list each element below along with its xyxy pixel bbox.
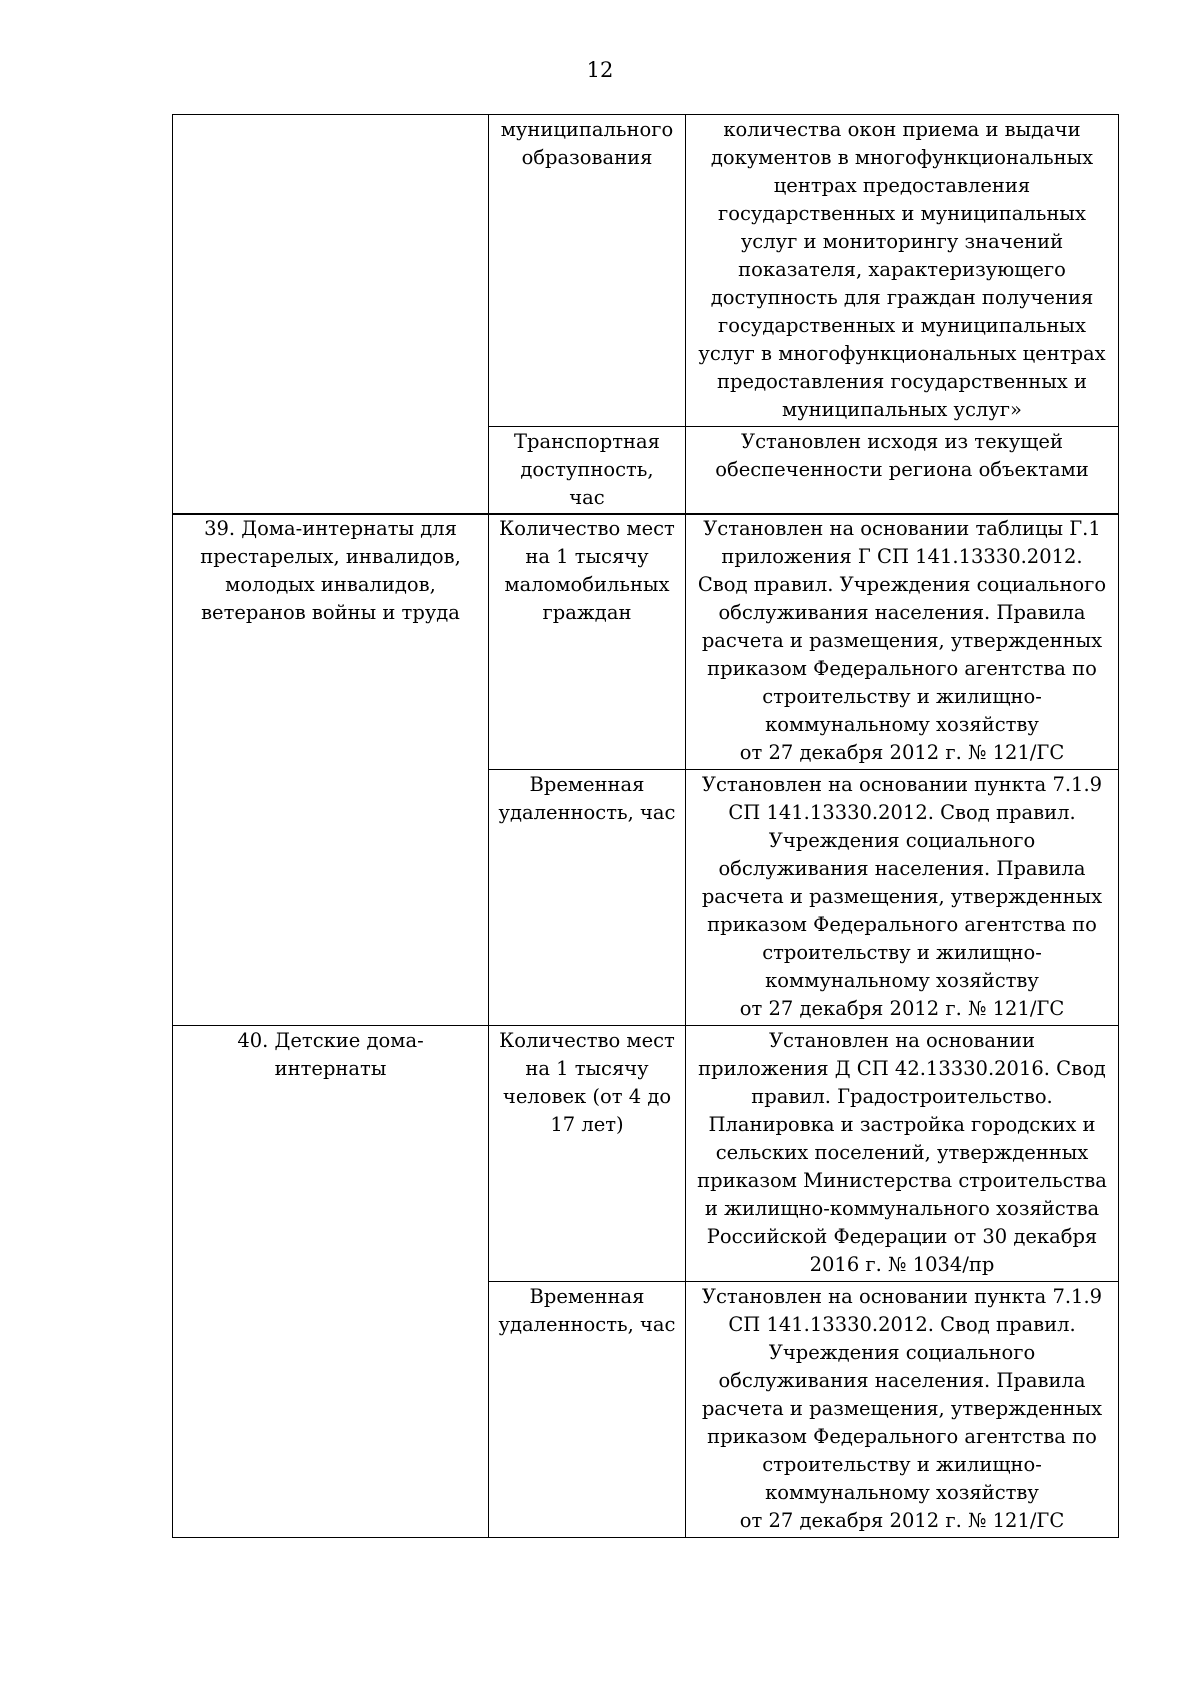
indicator-cell: Количество мест на 1 тысячу человек (от 4 до 17 лет)	[489, 1026, 686, 1282]
indicator-cell: Временная удаленность, час	[489, 770, 686, 1026]
continuation-table	[172, 114, 1119, 515]
facilities-table	[172, 513, 1119, 1538]
facility-name-cell: 40. Детские дома- интернаты	[173, 1026, 489, 1538]
table-row	[173, 115, 1119, 427]
page-number: 12	[586, 58, 614, 82]
basis-cell: Установлен на основании пункта 7.1.9 СП 141.13330.2012. Свод правил. Учреждения социального обслуживания населения. Правила расчета и размещения, утвержденных приказом Федерального агентства по строительству и жилищно- коммунальному хозяйству от 27 декабря 2012 г. № 121/ГС	[686, 1282, 1119, 1538]
facility-name-cell: 39. Дома-интернаты для престарелых, инвалидов, молодых инвалидов, ветеранов войны и труда	[173, 514, 489, 1026]
table-row	[173, 514, 1119, 770]
indicator-cell: Транспортная доступность, час	[489, 427, 686, 515]
indicator-cell: Количество мест на 1 тысячу маломобильных граждан	[489, 514, 686, 770]
basis-cell: Установлен на основании приложения Д СП 42.13330.2016. Свод правил. Градостроительство. Планировка и застройка городских и сельских поселений, утвержденных приказом Министерства строительства и жилищно-коммунального хозяйства Российской Федерации от 30 декабря 2016 г. № 1034/пр	[686, 1026, 1119, 1282]
table-row	[173, 1026, 1119, 1282]
indicator-cell: Временная удаленность, час	[489, 1282, 686, 1538]
basis-cell: количества окон приема и выдачи документов в многофункциональных центрах предоставления государственных и муниципальных услуг и мониторингу значений показателя, характеризующего доступность для граждан получения государственных и муниципальных услуг в многофункциональных центрах предоставления государственных и муниципальных услуг»	[686, 115, 1119, 427]
indicator-cell: муниципального образования	[489, 115, 686, 427]
basis-cell: Установлен на основании пункта 7.1.9 СП 141.13330.2012. Свод правил. Учреждения социального обслуживания населения. Правила расчета и размещения, утвержденных приказом Федерального агентства по строительству и жилищно- коммунальному хозяйству от 27 декабря 2012 г. № 121/ГС	[686, 770, 1119, 1026]
basis-cell: Установлен на основании таблицы Г.1 приложения Г СП 141.13330.2012. Свод правил. Учреждения социального обслуживания населения. Правила расчета и размещения, утвержденных приказом Федерального агентства по строительству и жилищно- коммунальному хозяйству от 27 декабря 2012 г. № 121/ГС	[686, 514, 1119, 770]
basis-cell: Установлен исходя из текущей обеспеченности региона объектами	[686, 427, 1119, 515]
facility-name-cell	[173, 115, 489, 515]
